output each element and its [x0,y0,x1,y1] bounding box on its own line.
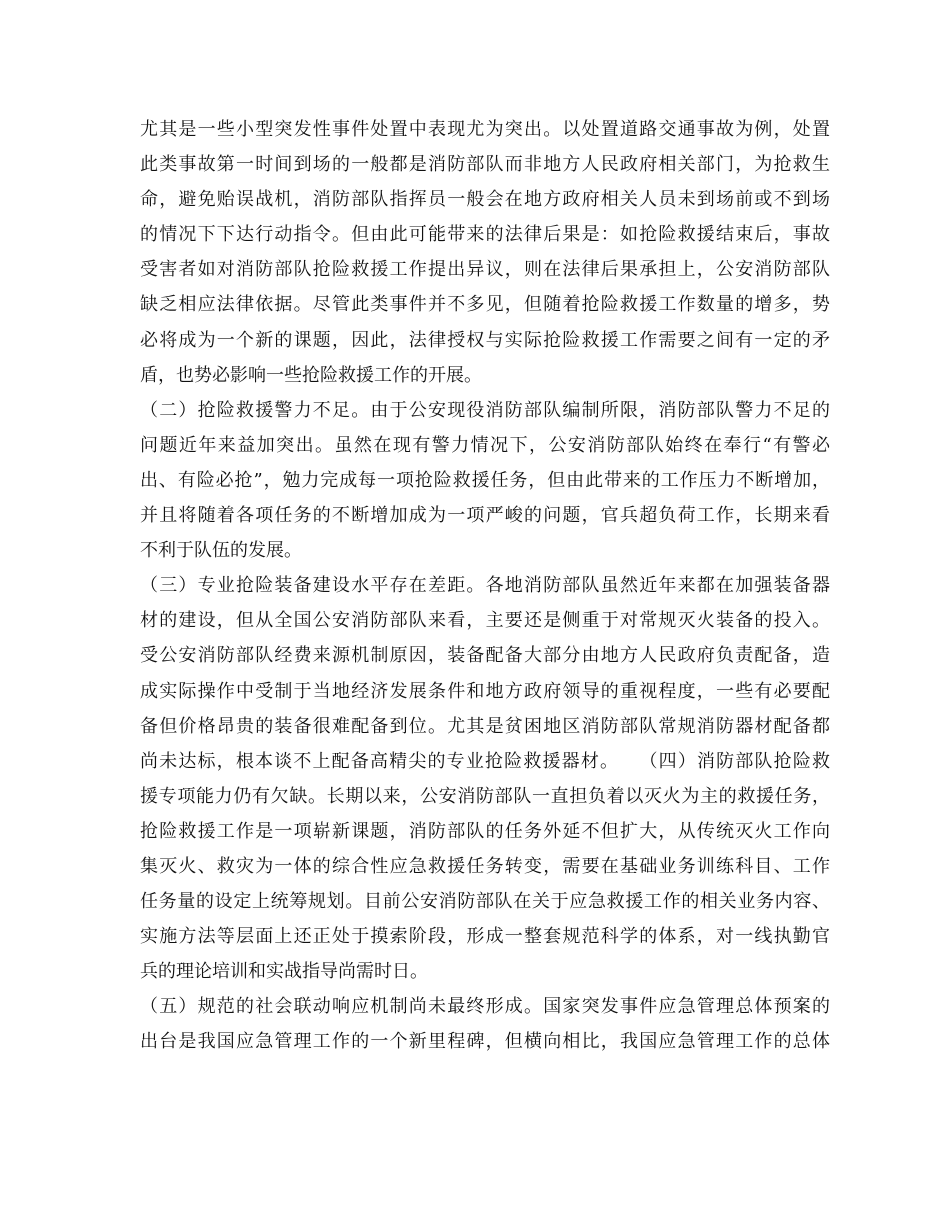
text-line: （二）抢险救援警力不足。由于公安现役消防部队编制所限，消防部队警力不足的 [140,399,830,421]
text-line: 尚未达标，根本谈不上配备高精尖的专业抢险救援器材。 （四）消防部队抢险救 [140,750,830,772]
text-line: 任务量的设定上统筹规划。目前公安消防部队在关于应急救援工作的相关业务内容、 [140,891,830,913]
text-line: 出、有险必抢”，勉力完成每一项抢险救援任务，但由此带来的工作压力不断增加， [140,469,830,491]
text-line: 抢险救援工作是一项崭新课题，消防部队的任务外延不但扩大，从传统灭火工作向 [140,820,830,842]
text-line: 盾，也势必影响一些抢险救援工作的开展。 [140,364,482,386]
text-line: 材的建设，但从全国公安消防部队来看，主要还是侧重于对常规灭火装备的投入。 [140,610,830,632]
text-line: 并且将随着各项任务的不断增加成为一项严峻的问题，官兵超负荷工作，长期来看 [140,505,830,527]
text-line: 尤其是一些小型突发性事件处置中表现尤为突出。以处置道路交通事故为例，处置 [140,119,830,140]
text-line: 援专项能力仍有欠缺。长期以来，公安消防部队一直担负着以灭火为主的救援任务， [140,785,830,807]
text-line: 不利于队伍的发展。 [140,540,302,562]
document-body [140,112,830,1060]
text-line: 缺乏相应法律依据。尽管此类事件并不多见，但随着抢险救援工作数量的增多，势 [140,294,830,316]
text-line: 受害者如对消防部队抢险救援工作提出异议，则在法律后果承担上，公安消防部队 [140,259,830,281]
text-line: 兵的理论培训和实战指导尚需时日。 [140,961,428,983]
text-line: 成实际操作中受制于当地经济发展条件和地方政府领导的重视程度，一些有必要配 [140,680,830,702]
text-line: 出台是我国应急管理工作的一个新里程碑，但横向相比，我国应急管理工作的总体 [140,1031,830,1053]
text-line: 备但价格昂贵的装备很难配备到位。尤其是贫困地区消防部队常规消防器材配备都 [140,715,830,737]
text-line: （三）专业抢险装备建设水平存在差距。各地消防部队虽然近年来都在加强装备器 [140,575,830,597]
text-line: 问题近年来益加突出。虽然在现有警力情况下，公安消防部队始终在奉行“有警必 [140,434,830,456]
text-line: 此类事故第一时间到场的一般都是消防部队而非地方人民政府相关部门，为抢救生 [140,154,830,176]
text-line: （五）规范的社会联动响应机制尚未最终形成。国家突发事件应急管理总体预案的 [140,996,830,1018]
text-line: 必将成为一个新的课题，因此，法律授权与实际抢险救援工作需要之间有一定的矛 [140,329,830,351]
text-line: 的情况下下达行动指令。但由此可能带来的法律后果是：如抢险救援结束后，事故 [140,224,830,246]
text-line: 命，避免贻误战机，消防部队指挥员一般会在地方政府相关人员未到场前或不到场 [140,189,830,211]
text-line: 集灭火、救灾为一体的综合性应急救援任务转变，需要在基础业务训练科目、工作 [140,855,830,877]
text-line: 实施方法等层面上还正处于摸索阶段，形成一整套规范科学的体系，对一线执勤官 [140,926,830,948]
text-line: 受公安消防部队经费来源机制原因，装备配备大部分由地方人民政府负责配备，造 [140,645,830,667]
